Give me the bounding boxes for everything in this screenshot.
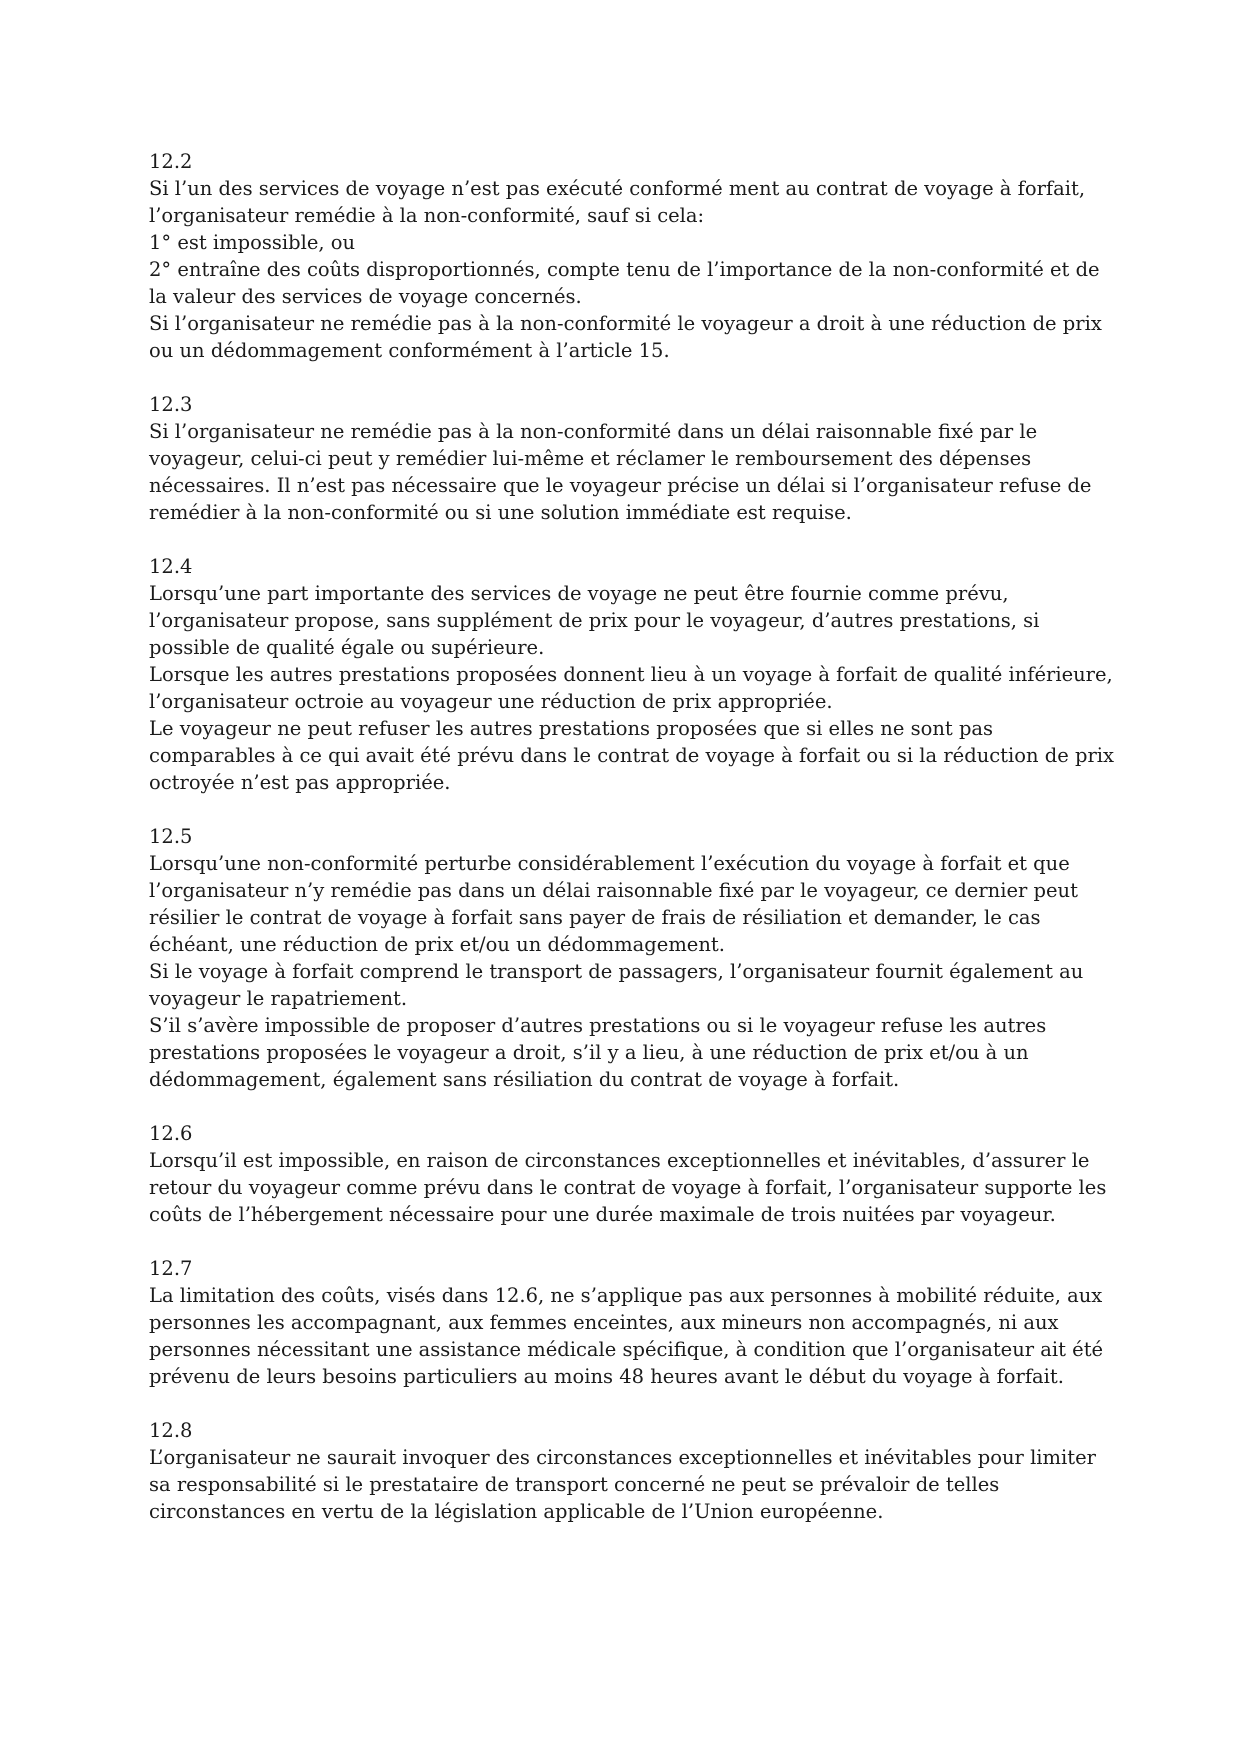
paragraph-line: échéant, une réduction de prix et/ou un dédommagement. [149,933,725,956]
paragraph-line: comparables à ce qui avait été prévu dans le contrat de voyage à forfait ou si la réduction de prix [149,744,1115,767]
section-number: 12.8 [149,1419,193,1442]
paragraph-line: coûts de l’hébergement nécessaire pour une durée maximale de trois nuitées par voyageur. [149,1203,1056,1226]
paragraph-line: ou un dédommagement conformément à l’article 15. [149,339,670,362]
paragraph-line: 2° entraîne des coûts disproportionnés, compte tenu de l’importance de la non-conformité et de [149,258,1100,281]
paragraph-line: personnes les accompagnant, aux femmes enceintes, aux mineurs non accompagnés, ni aux [149,1311,1059,1334]
section-number: 12.4 [149,555,193,578]
paragraph-line: nécessaires. Il n’est pas nécessaire que le voyageur précise un délai si l’organisateur refuse de [149,474,1092,497]
paragraph-line: possible de qualité égale ou supérieure. [149,636,545,659]
paragraph-line: Lorsque les autres prestations proposées donnent lieu à un voyage à forfait de qualité inférieure, [149,663,1113,686]
section-12-4 [149,553,1115,796]
paragraph-line: retour du voyageur comme prévu dans le contrat de voyage à forfait, l’organisateur supporte les [149,1176,1107,1199]
paragraph-line: Si l’un des services de voyage n’est pas exécuté conformé ment au contrat de voyage à forfait, [149,177,1086,200]
section-number: 12.3 [149,393,193,416]
paragraph-line: dédommagement, également sans résiliation du contrat de voyage à forfait. [149,1068,900,1091]
paragraph-line: Lorsqu’une part importante des services de voyage ne peut être fournie comme prévu, [149,582,1009,605]
paragraph-line: l’organisateur octroie au voyageur une réduction de prix appropriée. [149,690,833,713]
paragraph-line: voyageur le rapatriement. [149,987,408,1010]
paragraph-line: remédier à la non-conformité ou si une solution immédiate est requise. [149,501,852,524]
paragraph-line: Le voyageur ne peut refuser les autres prestations proposées que si elles ne sont pas [149,717,994,740]
section-12-6 [149,1120,1109,1228]
paragraph-line: L’organisateur ne saurait invoquer des circonstances exceptionnelles et inévitables pour limiter [149,1446,1096,1469]
paragraph-line: prestations proposées le voyageur a droit, s’il y a lieu, à une réduction de prix et/ou à un [149,1041,1029,1064]
paragraph-line: Si le voyage à forfait comprend le transport de passagers, l’organisateur fournit également au [149,960,1084,983]
paragraph-line: Si l’organisateur ne remédie pas à la non-conformité le voyageur a droit à une réduction de prix [149,312,1102,335]
section-12-8 [149,1417,1109,1525]
paragraph-line: résilier le contrat de voyage à forfait sans payer de frais de résiliation et demander, le cas [149,906,1041,929]
paragraph-line: personnes nécessitant une assistance médicale spécifique, à condition que l’organisateur ait été [149,1338,1104,1361]
paragraph-line: octroyée n’est pas appropriée. [149,771,451,794]
paragraph-line: 1° est impossible, ou [149,231,356,254]
paragraph-line: l’organisateur propose, sans supplément de prix pour le voyageur, d’autres prestations, si [149,609,1040,632]
paragraph-line: circonstances en vertu de la législation applicable de l’Union européenne. [149,1500,884,1523]
paragraph-line: Lorsqu’une non-conformité perturbe considérablement l’exécution du voyage à forfait et que [149,852,1070,875]
section-12-7 [149,1255,1109,1390]
paragraph-line: l’organisateur n’y remédie pas dans un délai raisonnable fixé par le voyageur, ce dernier peut [149,879,1078,902]
section-12-3 [149,391,1109,526]
section-number: 12.6 [149,1122,193,1145]
section-12-5 [149,823,1109,1093]
section-number: 12.7 [149,1257,193,1280]
paragraph-line: La limitation des coûts, visés dans 12.6, ne s’applique pas aux personnes à mobilité réduite, aux [149,1284,1103,1307]
paragraph-line: sa responsabilité si le prestataire de transport concerné ne peut se prévaloir de telles [149,1473,1000,1496]
paragraph-line: S’il s’avère impossible de proposer d’autres prestations ou si le voyageur refuse les autres [149,1014,1047,1037]
paragraph-line: Si l’organisateur ne remédie pas à la non-conformité dans un délai raisonnable fixé par le [149,420,1038,443]
section-12-2 [149,148,1109,364]
document-body [149,148,1115,1552]
paragraph-line: Lorsqu’il est impossible, en raison de circonstances exceptionnelles et inévitables, d’assurer le [149,1149,1090,1172]
section-number: 12.5 [149,825,193,848]
section-number: 12.2 [149,150,193,173]
paragraph-line: l’organisateur remédie à la non-conformité, sauf si cela: [149,204,705,227]
paragraph-line: la valeur des services de voyage concernés. [149,285,582,308]
paragraph-line: voyageur, celui-ci peut y remédier lui-même et réclamer le remboursement des dépenses [149,447,1032,470]
paragraph-line: prévenu de leurs besoins particuliers au moins 48 heures avant le début du voyage à forfait. [149,1365,1064,1388]
